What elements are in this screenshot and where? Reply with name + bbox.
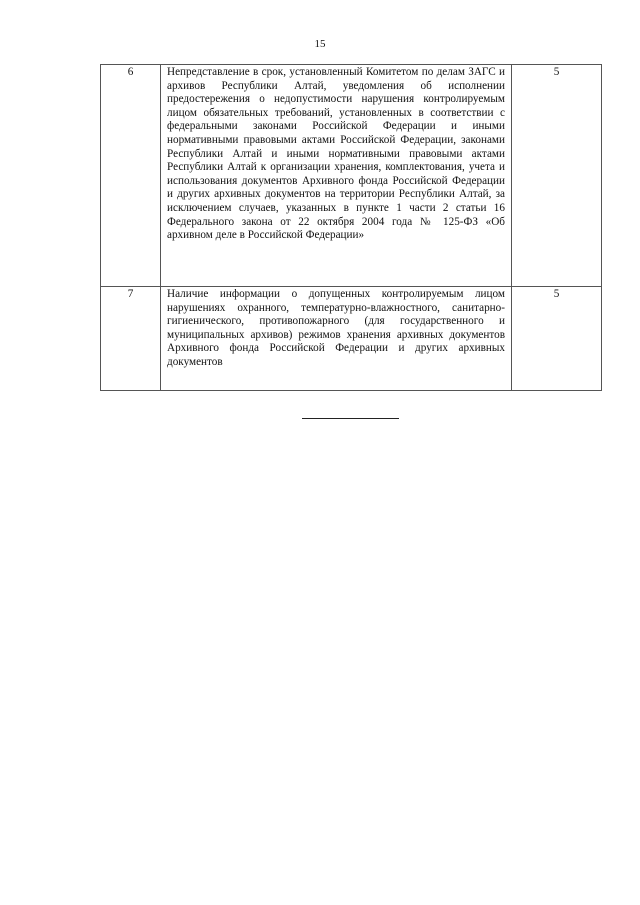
- end-divider: [302, 418, 399, 419]
- row-number: 7: [101, 287, 161, 391]
- table-row: [101, 287, 602, 391]
- table-row: [101, 65, 602, 287]
- row-score: 5: [512, 287, 602, 391]
- row-description: Непредставление в срок, установленный Комитетом по делам ЗАГС и архивов Республики Алтай, уведомления об исполнении предостережения о недопустимости нарушения контролируемым лицом обязательных требований, установленных в соответствии с федеральными законами Российской Федерации и иными нормативными правовыми актами Российской Федерации, законами Республики Алтай и иными нормативными правовыми актами Республики Алтай к организации хранения, комплектования, учета и использования документов Архивного фонда Российской Федерации и других архивных документов на территории Республики Алтай, за исключением случаев, указанных в пункте 1 части 2 статьи 16 Федерального закона от 22 октября 2004 года № 125-ФЗ «Об архивном деле в Российской Федерации»: [161, 65, 512, 287]
- row-description: Наличие информации о допущенных контролируемым лицом нарушениях охранного, температурно-влажностного, санитарно-гигиенического, противопожарного (для государственного и муниципальных архивов) режимов хранения архивных документов Архивного фонда Российской Федерации и других архивных документов: [161, 287, 512, 391]
- page-number: 15: [314, 38, 326, 50]
- indicators-table: [100, 64, 602, 391]
- row-score: 5: [512, 65, 602, 287]
- row-number: 6: [101, 65, 161, 287]
